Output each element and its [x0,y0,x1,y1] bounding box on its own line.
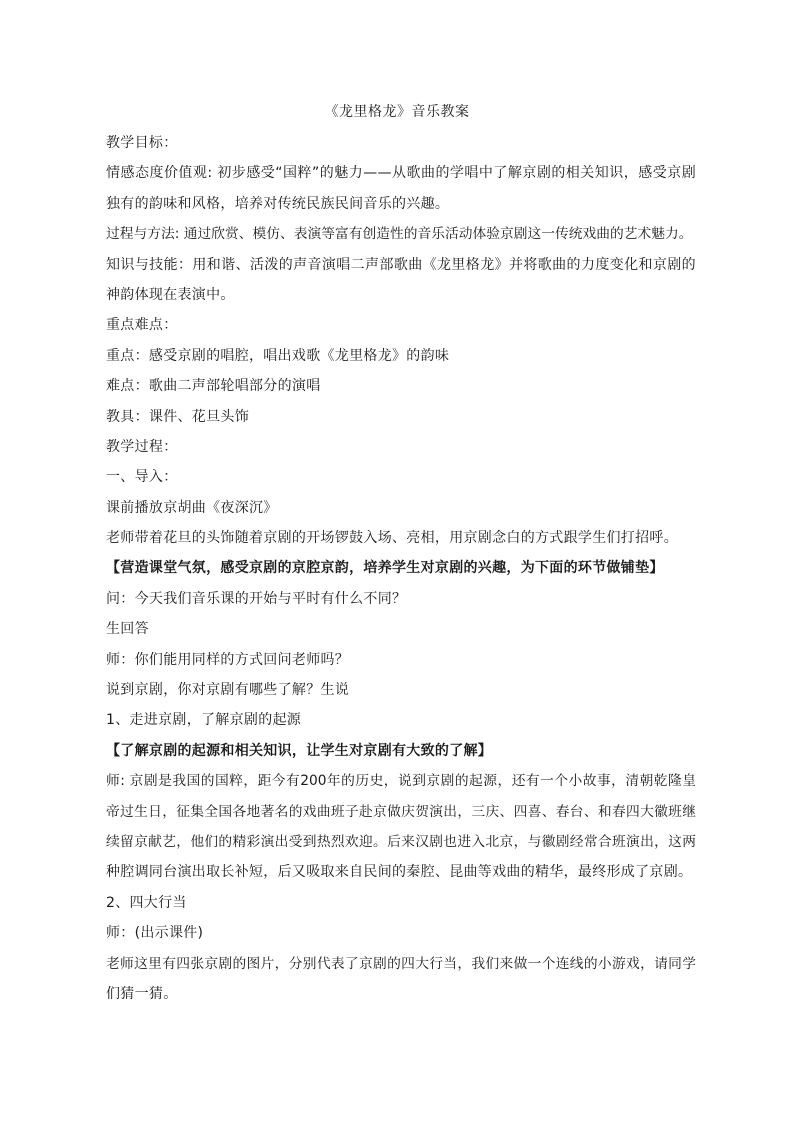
paragraph-line: 课前播放京胡曲《夜深沉》 [106,499,278,516]
roles-paragraph-line-1: 老师这里有四张京剧的图片，分别代表了京剧的四大行当，我们来做一个连线的小游戏，请同学 [106,955,696,972]
difficulty-line: 难点：歌曲二声部轮唱部分的演唱 [106,378,321,395]
origin-paragraph-line-1: 师: 京剧是我国的国粹，距今有200年的历史，说到京剧的起源，还有一个小故事，清朝乾隆皇 [106,773,696,790]
paragraph-line: 师：你们能用同样的方式回问老师吗？ [106,651,350,668]
section-heading-objectives: 教学目标： [106,135,178,151]
paragraph-line: 师：(出示课件) [106,925,204,942]
section-heading-key-points: 重点难点： [106,317,178,334]
subsection-heading-roles: 2、四大行当 [106,894,187,911]
objective-skills-line-1: 知识与技能：用和谐、活泼的声音演唱二声部歌曲《龙里格龙》并将歌曲的力度变化和京剧的 [106,256,696,273]
teaching-aids-line: 教具：课件、花旦头饰 [106,408,249,425]
paragraph-line: 说到京剧，你对京剧有哪些了解？生说 [106,682,350,699]
roles-paragraph-line-2: 们猜一猜。 [106,985,178,1002]
step-intro-heading: 一、导入： [106,469,178,486]
paragraph-line: 问：今天我们音乐课的开始与平时有什么不同？ [106,590,407,607]
bracket-note-line: 【营造课堂气氛，感受京剧的京腔京韵，培养学生对京剧的兴趣，为下面的环节做铺垫】 [106,560,664,577]
document-body [106,128,696,1009]
objective-skills-line-2: 神韵体现在表演中。 [106,286,235,303]
origin-paragraph-line-4: 种腔调同台演出取长补短，后又吸取来自民间的秦腔、昆曲等戏曲的精华，最终形成了京剧。 [106,864,693,881]
subsection-heading-origin: 1、走进京剧，了解京剧的起源 [106,712,302,729]
objective-emotion-line-1: 情感态度价值观: 初步感受“国粹”的魅力——从歌曲的学唱中了解京剧的相关知识，感受京剧 [106,165,696,182]
origin-paragraph-line-2: 帝过生日，征集全国各地著名的戏曲班子赴京做庆贺演出，三庆、四喜、春台、和春四大徽班继 [106,803,696,820]
paragraph-line: 老师带着花旦的头饰随着京剧的开场锣鼓入场、亮相，用京剧念白的方式跟学生们打招呼。 [106,530,678,547]
key-point-line: 重点：感受京剧的唱腔，唱出戏歌《龙里格龙》的韵味 [106,347,450,364]
origin-paragraph-line-3: 续留京献艺，他们的精彩演出受到热烈欢迎。后来汉剧也进入北京，与徽剧经常合班演出，这两 [106,833,696,850]
bracket-note-line: 【了解京剧的起源和相关知识，让学生对京剧有大致的了解】 [106,742,493,759]
document-title: 《龙里格龙》音乐教案 [324,104,470,120]
section-heading-process: 教学过程： [106,438,178,455]
objective-process-line: 过程与方法: 通过欣赏、模仿、表演等富有创造性的音乐活动体验京剧这一传统戏曲的艺术魅力。 [106,226,693,243]
paragraph-line: 生回答 [106,621,149,638]
objective-emotion-line-2: 独有的韵味和风格，培养对传统民族民间音乐的兴趣。 [106,195,450,212]
